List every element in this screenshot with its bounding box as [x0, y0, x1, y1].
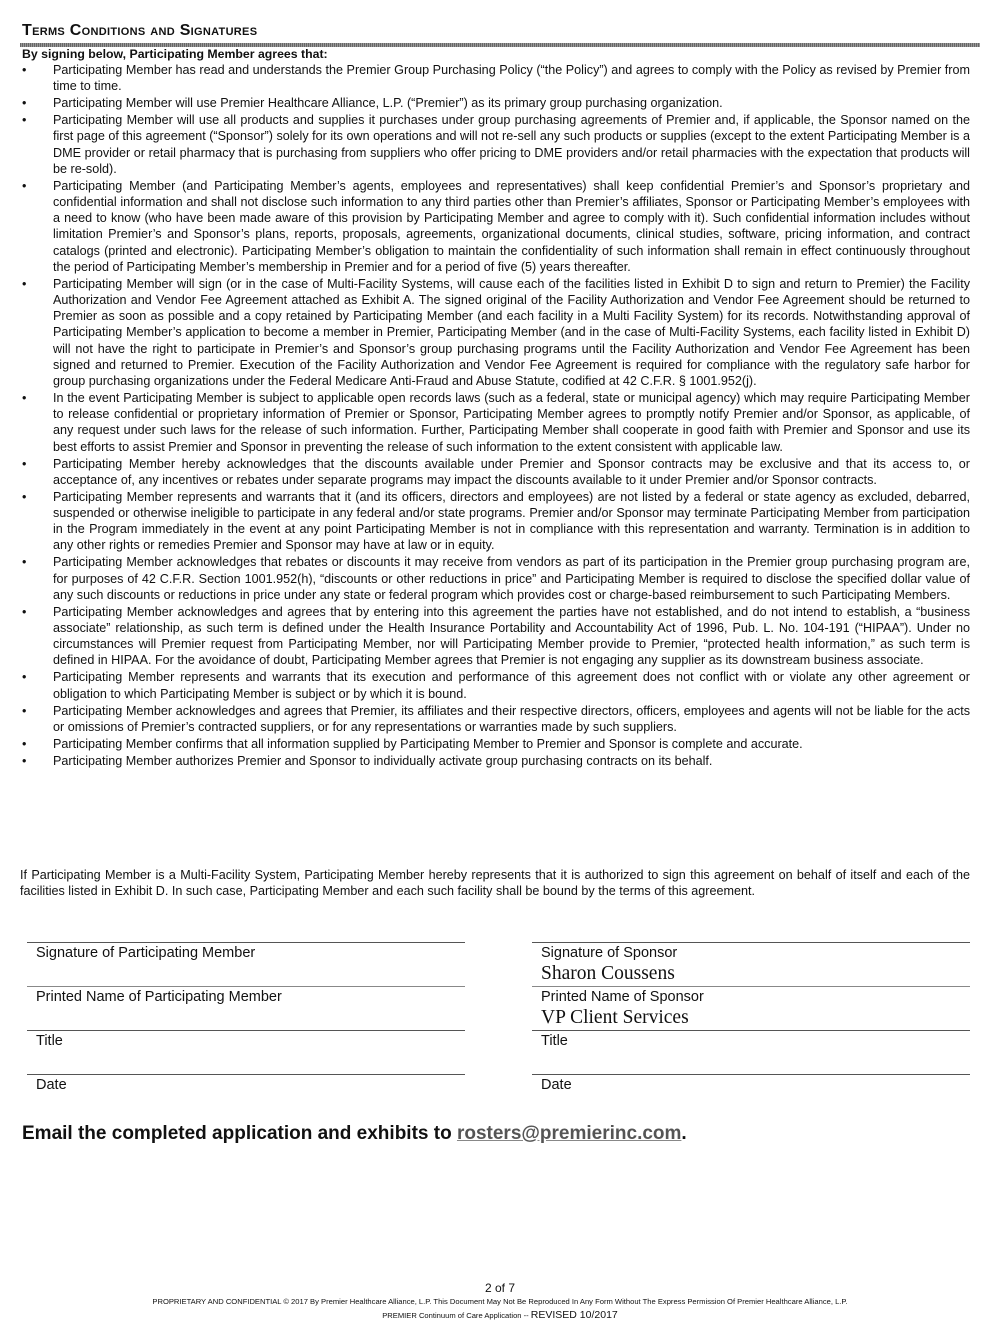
sponsor-printed-name-label: Printed Name of Sponsor	[541, 989, 704, 1005]
member-signature-field[interactable]	[27, 942, 465, 986]
bullet-icon: •	[22, 703, 27, 718]
member-date-field[interactable]	[27, 1074, 465, 1118]
sponsor-signature-label: Signature of Sponsor	[541, 945, 678, 961]
term-text: Participating Member hereby acknowledges that the discounts available under Premier and Sponsor contracts may be exclusive and that its access to, or acceptance of, any incentives or rebates under separate programs may impact the discounts available to it under Premier and/or Sponsor contracts.	[53, 456, 970, 487]
term-text: Participating Member acknowledges that rebates or discounts it may receive from vendors as part of its participation in the Premier group purchasing program are, for purposes of 42 C.F.R. Section 1001.952(h), “discounts or other reductions in price” and Participating Member is required to disclose the specified dollar value of any such discounts or reductions in price under any state or federal program which provides cost or charge-based reimbursement to such Participating Members.	[53, 555, 970, 602]
term-text: Participating Member acknowledges and agrees that Premier, its affiliates and their respective directors, officers, employees and agents will not be liable for the acts or omissions of Premier’s contracted suppliers, or for any representations or warranties made by such suppliers.	[53, 703, 970, 734]
sponsor-signature-block	[532, 942, 970, 1118]
member-printed-name-label: Printed Name of Participating Member	[36, 989, 282, 1005]
bullet-icon: •	[22, 670, 27, 685]
sponsor-signature-field[interactable]	[532, 942, 970, 986]
proprietary-notice: PROPRIETARY AND CONFIDENTIAL © 2017 By Premier Healthcare Alliance, L.P. This Document May Not Be Reproduced In Any Form Without The Express Permission Of Premier Healthcare Alliance, L.P.	[152, 1297, 848, 1306]
page-title: Terms Conditions and Signatures	[22, 22, 258, 39]
term-item	[20, 753, 970, 769]
term-text: Participating Member has read and understands the Premier Group Purchasing Policy (“the Policy”) and agrees to comply with the Policy as revised by Premier from time to time.	[53, 63, 970, 94]
bullet-icon: •	[22, 63, 27, 77]
intro-statement: By signing below, Participating Member agrees that:	[22, 47, 328, 61]
term-text: In the event Participating Member is subject to applicable open records laws (such as a federal, state or municipal agency) which may require Participating Member to release confidential or proprietary information of Premier or Sponsor, Participating Member agrees to promptly notify Premier and/or Sponsor, as applicable, of any request under such laws for the release of such information. Further, Participating Member shall cooperate in good faith with Premier and Sponsor and use its best efforts to assist Premier and Sponsor in preventing the release of such information to the extent consistent with applicable law.	[53, 391, 970, 454]
sponsor-date-label: Date	[541, 1077, 572, 1093]
sponsor-date-field[interactable]	[532, 1074, 970, 1118]
term-text: Participating Member acknowledges and agrees that by entering into this agreement the parties have not established, and do not intend to establish, a “business associate” relationship, as such term is defined under the Health Insurance Portability and Accountability Act of 1996, Pub. L. No. 104-191 (“HIPAA”). Under no circumstances will Premier request from Participating Member, nor will Participating Member provide to Premier, “protected health information,” as such term is defined in HIPAA. For the avoidance of doubt, Participating Member agrees that Premier is not engaging any supplier as its downstream business associate.	[53, 604, 970, 668]
sponsor-printed-name-value: VP Client Services	[541, 1007, 689, 1028]
term-text: Participating Member confirms that all information supplied by Participating Member to Premier and Sponsor is complete and accurate.	[53, 736, 803, 751]
sponsor-title-label: Title	[541, 1033, 568, 1049]
term-text: Participating Member (and Participating Member’s agents, employees and representatives) shall keep confidential Premier’s and Sponsor’s proprietary and confidential information and shall not disclose such information to any third parties other than Premier’s affiliates, Sponsor or Participating Member’s employees with a need to know (who have been made aware of this provision by Participating Member and agree to comply with it). Such confidential information includes without limitation Premier’s and Sponsor’s plans, reports, proposals, agreements, organizational documents, clinical studies, software, pricing information, and contract catalogs (printed and electronic). Participating Member’s obligation to maintain the confidentiality of such information shall remain in effect continuously throughout the period of Participating Member’s membership in Premier and for a period of five (5) years thereafter.	[53, 178, 970, 274]
revision-label: REVISED 10/2017	[530, 1309, 618, 1321]
bullet-icon: •	[22, 96, 27, 111]
application-name: PREMIER Continuum of Care Application --	[382, 1311, 531, 1320]
member-signature-block	[27, 942, 465, 1118]
page-number: 2 of 7	[484, 1281, 516, 1295]
term-item	[20, 604, 970, 669]
term-item	[20, 736, 970, 752]
term-item	[20, 178, 970, 275]
term-item	[20, 390, 970, 455]
terms-list	[20, 62, 970, 770]
email-link[interactable]: rosters@premierinc.com	[456, 1123, 682, 1144]
term-text: Participating Member will use all products and supplies it purchases under group purchasing agreements of Premier and, if applicable, the Sponsor named on the first page of this agreement (“Sponsor”) solely for its own operations and will not re-sell any such products or supplies (except to the extent Participating Member is a DME provider or retail pharmacy that is purchasing from suppliers who offer pricing to DME providers and/or retail pharmacies with the expectation that products will be re-sold).	[53, 113, 970, 176]
term-item	[20, 703, 970, 735]
term-item	[20, 112, 970, 177]
term-item	[20, 456, 970, 488]
term-text: Participating Member authorizes Premier and Sponsor to individually activate group purchasing contracts on its behalf.	[53, 753, 713, 768]
bullet-icon: •	[22, 555, 27, 570]
term-item	[20, 489, 970, 554]
application-footer	[0, 1309, 1000, 1321]
sponsor-title-field[interactable]	[532, 1030, 970, 1074]
term-item	[20, 62, 970, 94]
bullet-icon: •	[22, 736, 27, 751]
term-item	[20, 669, 970, 701]
bullet-icon: •	[22, 489, 27, 504]
bullet-icon: •	[22, 178, 27, 193]
member-title-label: Title	[36, 1033, 63, 1049]
bullet-icon: •	[22, 604, 27, 619]
term-text: Participating Member will use Premier Healthcare Alliance, L.P. (“Premier”) as its primary group purchasing organization.	[53, 96, 723, 111]
closing-paragraph: If Participating Member is a Multi-Facility System, Participating Member hereby represents that it is authorized to sign this agreement on behalf of itself and each of the facilities listed in Exhibit D. In such case, Participating Member and each such facility shall be bound by the terms of this agreement.	[20, 868, 970, 899]
bullet-icon: •	[22, 113, 27, 128]
email-instruction-text: Email the completed application and exhibits to	[22, 1123, 457, 1144]
member-title-field[interactable]	[27, 1030, 465, 1074]
email-instruction-suffix: .	[681, 1123, 687, 1144]
member-date-label: Date	[36, 1077, 67, 1093]
term-item	[20, 276, 970, 389]
bullet-icon: •	[22, 753, 27, 768]
sponsor-printed-name-field[interactable]	[532, 986, 970, 1030]
sponsor-signature-value: Sharon Coussens	[541, 963, 675, 984]
member-signature-label: Signature of Participating Member	[36, 945, 256, 961]
term-item	[20, 554, 970, 603]
bullet-icon: •	[22, 456, 27, 471]
bullet-icon: •	[22, 276, 27, 291]
email-instruction	[22, 1123, 687, 1145]
term-text: Participating Member represents and warrants that its execution and performance of this agreement does not conflict with or violate any other agreement or obligation to which Participating Member is subject or by which it is bound.	[53, 670, 970, 701]
term-item	[20, 95, 970, 111]
member-printed-name-field[interactable]	[27, 986, 465, 1030]
term-text: Participating Member represents and warrants that it (and its officers, directors and employees) are not listed by a federal or state agency as excluded, debarred, suspended or otherwise ineligible to participate in any federal and/or state programs. Premier and/or Sponsor may terminate Participating Member from participation in the Program immediately in the event at any point Participating Member is not in compliance with this representation and warranty. Termination is in addition to any other rights or remedies Premier and Sponsor may have at law or in equity.	[53, 489, 970, 553]
term-text: Participating Member will sign (or in the case of Multi-Facility Systems, will cause each of the facilities listed in Exhibit D to sign and return to Premier) the Facility Authorization and Vendor Fee Agreement attached as Exhibit A. The signed original of the Facility Authorization and Vendor Fee Agreement should be returned to Premier as soon as possible and a copy retained by Participating Member (and each facility in a Multi Facility System) for its records. Notwithstanding approval of Participating Member’s application to become a member in Premier, Participating Member (and in the case of Multi-Facility Systems, each facility listed in Exhibit D) will not have the right to participate in Premier’s and Sponsor’s group purchasing programs until the Facility Authorization and Vendor Fee Agreement has been signed and returned to Premier. Execution of the Facility Authorization and Vendor Fee Agreement is required for compliance with the regulatory safe harbor for group purchasing organizations under the Federal Medicare Anti-Fraud and Abuse Statute, codified at 42 C.F.R. § 1001.952(j).	[53, 276, 970, 389]
bullet-icon: •	[22, 391, 27, 406]
